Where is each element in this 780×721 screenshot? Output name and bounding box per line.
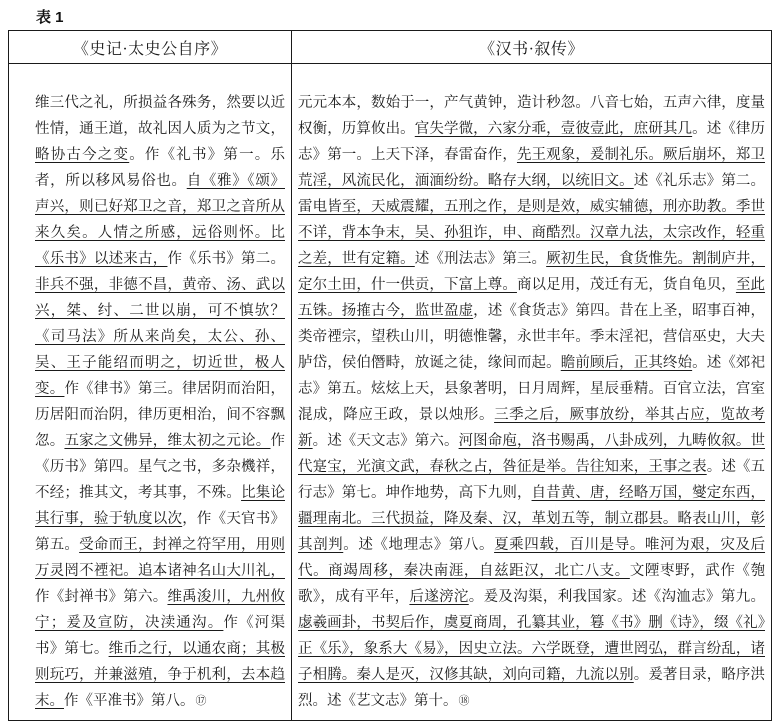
underlined-text-run: 非兵不强，非德不昌，黄帝、汤、武以兴，桀、纣、二世以崩，可不慎欤？《司马法》所从来尚矣，太公、孙、吴、王子能绍而明之，切近世，极人变。 bbox=[35, 277, 285, 397]
underlined-text-run: 夏乘四载，百川是导。唯河为艰，灾及后代。商竭周移，秦决南涯，自兹距汉，北亡八支。 bbox=[298, 537, 766, 579]
text-run: 作《历书》第四。星气之书，多杂機祥，不经；推其文，考其事，不殊。 bbox=[35, 433, 285, 501]
text-run: 作《乐书》第二。 bbox=[167, 251, 285, 267]
text-run: 。述《五行志》第七。坤作地势，高下九则， bbox=[298, 459, 766, 501]
underlined-text-run: 自昔黄、唐，经略万国，燮定东西，疆理南北。三代损益，降及秦、汉，革划五等，制立郡县。略表山川，彰其剖判 bbox=[298, 485, 765, 553]
underlined-text-run: 河图命庖，洛书赐禹，八卦成列，九畴攸叙。世代寔宝，光演文武，春秋之占，咎征是举。告往知来，王事之表 bbox=[298, 433, 766, 475]
text-run: 维三代之礼，所损益各殊务，然要以近性情，通王道，故礼因人质为之节文， bbox=[35, 95, 285, 137]
text-run: 。述《天文志》第六。 bbox=[312, 433, 459, 449]
text-run: 述《刑法志》第三。 bbox=[414, 251, 547, 267]
underlined-text-run: 略协古今之变 bbox=[35, 147, 130, 163]
text-run: 。爰及沟渠，利我国家。述《沟洫志》第九。 bbox=[468, 589, 766, 605]
underlined-text-run: 官失学微，六家分乖，壹彼壹此，庶研其几 bbox=[414, 121, 693, 137]
cell-hanshu-text bbox=[292, 64, 772, 721]
underlined-text-run: 五家之文佛异，维太初之元论。 bbox=[64, 433, 271, 449]
text-run: 。述《郊祀志》第五。炫炫上天，县象著明，日月周辉，星辰垂精。百官立法，宫室混成，降应王政，景以烛形。 bbox=[298, 355, 766, 423]
underlined-text-run: 自《雅》《颂》声兴，则已好郑卫之音，郑卫之音所从来久矣。人情之所感，远俗则怀。比《乐书》以述来古， bbox=[35, 173, 285, 267]
text-run: 元元本本，数始于一，产气黄钟，造计秒忽。八音七始，五声六律，度量权衡，历算攸出。 bbox=[298, 95, 765, 137]
underlined-text-run: 后遂滂沱 bbox=[409, 589, 469, 605]
text-run: 。作《礼书》第一。乐者，所以移风易俗也。 bbox=[35, 147, 286, 189]
text-run: 作《封禅书》第六。 bbox=[35, 589, 168, 605]
comparison-table bbox=[8, 30, 772, 721]
underlined-text-run: 比集论其行事，验于轨度以次 bbox=[35, 485, 285, 527]
underlined-text-run: 瞻前顾后，正其终始 bbox=[560, 355, 693, 371]
underlined-text-run: 三季之后，厥事放纷，举其占应，览故考新 bbox=[298, 407, 766, 449]
table-header-row bbox=[9, 31, 772, 64]
cell-shiji-text bbox=[9, 64, 292, 721]
underlined-text-run: 厥初生民，食货惟先。割制庐井，定尔土田，什一供贡，下富上尊。 bbox=[298, 251, 766, 293]
underlined-text-run: 维禹浚川，九州攸宁；爰及宣防，决渎通沟。 bbox=[35, 589, 285, 631]
text-run: ，述《食货志》第四。昔在上圣，昭事百神，类帝禋宗，望秩山川，明德惟馨，永世丰年。季末淫祀，营信巫史，大夫胪岱，侯伯僭畤，放诞之徒，缘间而起。 bbox=[298, 303, 766, 371]
table-body bbox=[9, 64, 772, 721]
text-run: 。述《律历志》第一。上天下泽，春雷奋作， bbox=[298, 121, 766, 163]
text-run: 文陻枣野，武作《匏歌》，成有平年， bbox=[298, 563, 766, 605]
underlined-text-run: 雷电皆至，天威震耀，五刑之作，是则是效，威实辅德，刑亦助教。季世不详，背本争末，吴、孙狙诈，申、商酷烈。汉章九法，太宗改作，轻重之差，世有定籍。 bbox=[298, 199, 765, 267]
text-run: 。爰著目录，略序洪烈。述《艺文志》第十。 bbox=[298, 667, 766, 709]
underlined-text-run: 至此五铢。扬搉古今，监世盈虚 bbox=[298, 277, 766, 319]
table-label: 表 1 bbox=[36, 9, 64, 26]
text-run: ，作《天官书》第五。 bbox=[35, 511, 285, 553]
underlined-text-run: 维币之行，以通农商；其极则玩巧，并兼滋殖，争于机利，去本趋末。 bbox=[35, 641, 285, 709]
text-run: 作《河渠书》第七。 bbox=[35, 615, 286, 657]
underlined-text-run: 先王观象，爰制礼乐。厥后崩坏，郑卫荒淫，风流民化，湎湎纷纷。略存大纲，以统旧文。 bbox=[298, 147, 765, 189]
footnote-marker: ⑰ bbox=[195, 695, 207, 707]
underlined-text-run: 虙羲画卦，书契后作，虞夏商周，孔纂其业，篹《书》删《诗》，缀《礼》正《乐》，象系大《易》，因史立法。六学既登，遭世罔弘，群言纷乱，诸子相腾。秦人是灭，汉修其缺，刘向司籍，九流以别 bbox=[298, 615, 765, 683]
text-run: 作《平准书》第八。 bbox=[64, 693, 195, 709]
underlined-text-run: 受命而王，封禅之符罕用，用则万灵罔不禋祀。追本诸神名山大川礼， bbox=[35, 537, 285, 579]
text-run: 商以足用，茂迁有无，货自龟贝， bbox=[516, 277, 736, 293]
footnote-marker: ⑱ bbox=[458, 695, 470, 707]
column-header-shiji: 《史记·太史公自序》 bbox=[9, 31, 292, 64]
column-header-hanshu: 《汉书·叙传》 bbox=[292, 31, 772, 64]
text-run: 。述《地理志》第八。 bbox=[343, 537, 495, 553]
text-run: 述《礼乐志》第二。 bbox=[633, 173, 766, 189]
text-run: 作《律书》第三。律居阴而治阳，历居阳而治阴，律历更相治，间不容飘忽。 bbox=[35, 381, 285, 449]
